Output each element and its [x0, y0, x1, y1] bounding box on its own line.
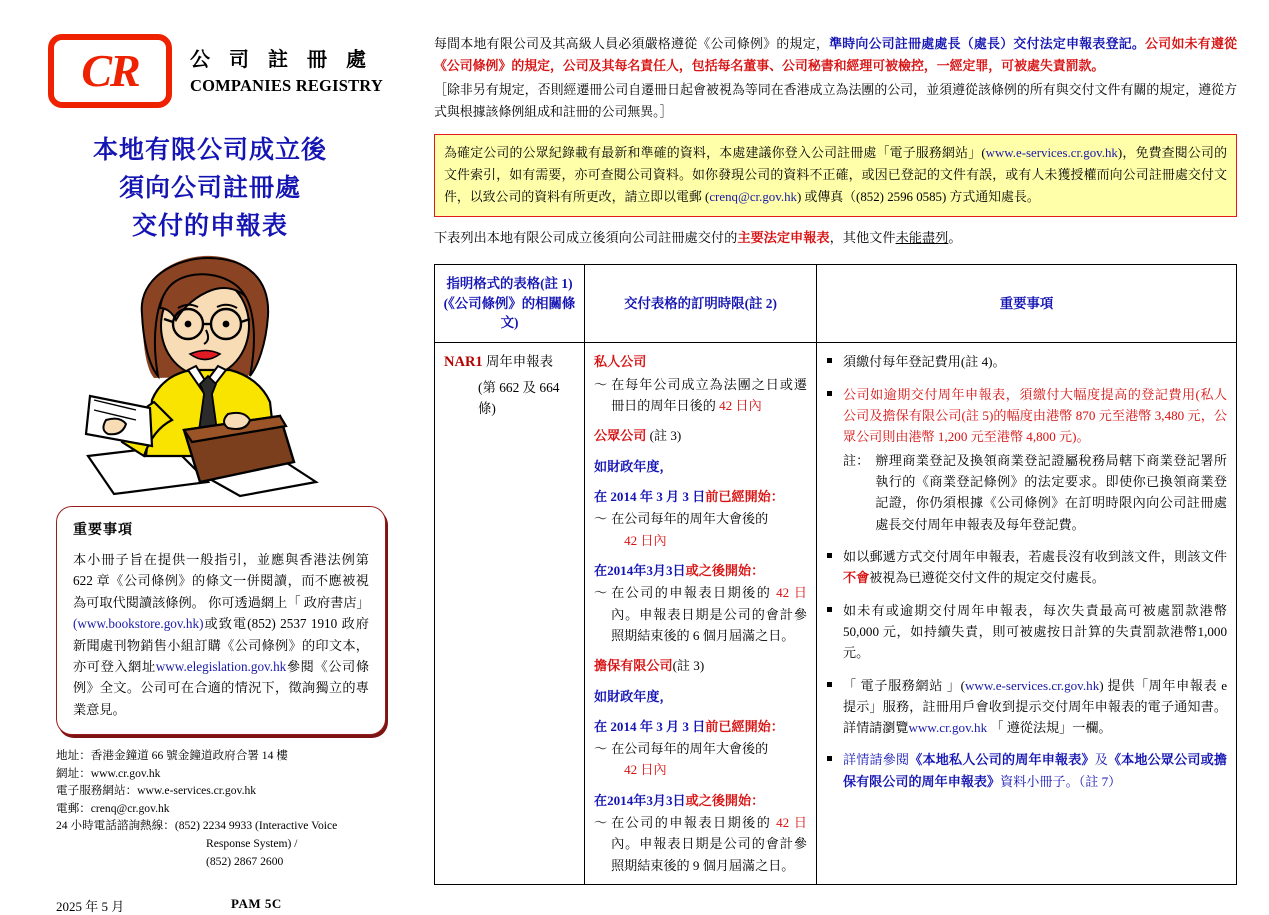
public-onafter-2014-item [594, 582, 807, 646]
guarantee-onafter-item-text [611, 812, 807, 876]
subnote-label: 註： [843, 452, 870, 468]
guarantee-before-item-text [611, 738, 807, 781]
left-column [0, 0, 420, 915]
important-note-body [73, 549, 369, 720]
guarantee-before-2014-item [594, 738, 807, 781]
public-onafter-2014-heading [594, 560, 807, 581]
guarantee-onafter-2014-item [594, 812, 807, 876]
note-late-fee-subnote [843, 450, 1227, 535]
lead-c: ，其他文件 [829, 230, 896, 246]
pamphlet-code: PAM 5C [231, 896, 282, 912]
cover-title [0, 132, 420, 246]
bookstore-link[interactable]: (www.bookstore.gov.hk) [73, 616, 204, 632]
form-name: 周年申報表 [486, 354, 553, 370]
heading-private-company: 私人公司 [594, 354, 647, 370]
eservices-link[interactable]: www.e-services.cr.gov.hk [985, 145, 1118, 160]
table-header-notes [817, 264, 1237, 342]
guarantee-onafter-b: 或之後開始： [685, 792, 765, 808]
cover-title-line-3: 交付的申報表 [131, 213, 288, 240]
cover-title-line-2: 須向公司註冊處 [118, 175, 301, 202]
guarantee-before-item-days: 42 日內 [624, 762, 667, 778]
note-ereminder-c: 「 遵從法規」一欄。 [987, 720, 1112, 736]
table-lead-in [434, 227, 1237, 249]
advisory-text [444, 142, 1227, 209]
elegislation-link[interactable]: www.elegislation.gov.hk [155, 658, 287, 674]
dash-marker: ～ [594, 585, 608, 601]
lead-a: 下表列出本地有限公司成立後須向公司註冊處交付的 [434, 230, 738, 246]
cr-gov-hk-link[interactable]: www.cr.gov.hk [908, 720, 988, 736]
intro-p1-c: 公司如未有遵從《公司條例》的規定，公司及其每名責任人，包括每名董事、公司秘書和經理可被檢控，一經定罪，可被處失責罰款。 [434, 37, 1238, 73]
important-note-text-1: 本小冊子旨在提供一般指引，並應與香港法例第 622 章《公司條例》的條文一併閱讀，而不應被視為可取代閱讀該條例。 你可透過網上「 政府書店」 [73, 552, 370, 610]
registry-masthead [48, 34, 420, 108]
note-post-delivery [826, 546, 1227, 589]
header-col2: 交付表格的訂明時限(註 2) [624, 295, 777, 311]
header-col1-line1: 指明格式的表格(註 1) [446, 275, 573, 291]
form-code: NAR1 [444, 354, 483, 371]
guarantee-onafter-a: 在2014年3月3日 [594, 792, 686, 808]
advisory-yellow-box [434, 134, 1237, 218]
public-company-note-ref: (註 3) [646, 428, 682, 444]
booklet-title-private: 《本地私人公司的周年申報表》 [909, 752, 1095, 768]
guarantee-fy-label: 如財政年度， [594, 688, 673, 704]
advisory-b: )，免費查閱公司的文件索引，如有需要，亦可查閱公司資料。如你發現公司的資料不正確，或因已登記的文件有誤，或有人未獲授權而向公司註冊處交付文件，以致公司的資料有所更改，請立即以電郵 ( [444, 145, 1228, 205]
guarantee-company-note-ref: (註 3) [672, 658, 705, 674]
lead-b: 主要法定申報表 [737, 230, 830, 246]
table-header-deadline [585, 264, 817, 342]
guarantee-before-item-text-a: 在公司每年的周年大會後的 [611, 741, 769, 757]
forms-table [434, 264, 1237, 885]
note-post-highlight: 不會 [843, 570, 870, 586]
heading-guarantee-company [594, 655, 807, 676]
eservices-link-note[interactable]: www.e-services.cr.gov.hk [964, 677, 1100, 693]
cell-form-identity [435, 343, 585, 885]
public-onafter-text-a: 在公司的申報表日期後的 [611, 585, 777, 601]
table-header-row [435, 264, 1237, 342]
registry-name-en: COMPANIES REGISTRY [190, 76, 383, 96]
important-note-text-3: 參閱《公司條例》全文。公司可在合適的情況下，徵詢獨立的專業意見。 [73, 658, 370, 717]
registry-names [190, 45, 383, 96]
guarantee-before-a: 在 2014 年 3 月 3 日 [594, 718, 706, 734]
important-note-box [56, 506, 386, 735]
form-section-reference: (第 662 及 664 條) [478, 379, 560, 417]
cover-title-line-1: 本地有限公司成立後 [92, 137, 327, 164]
crenq-email-link[interactable]: crenq@cr.gov.hk [709, 190, 797, 205]
publication-date: 2025 年 5 月 [56, 899, 125, 915]
dash-marker: ～ [594, 511, 608, 527]
note-annual-fee-text: 須繳付每年登記費用(註 4)。 [843, 354, 1006, 370]
note-late-fee [826, 384, 1227, 535]
intro-paragraph-2: ［除非另有規定，否則經遷冊公司自遷冊日起會被視為等同在香港成立為法團的公司，並須遵從該條例的所有與交付文件有關的規定，遵從方式與根據該條例組成和註冊的公司無異。］ [434, 82, 1237, 119]
cr-logo-text: CR [81, 45, 139, 96]
contact-block [56, 747, 420, 870]
public-fy-label: 如財政年度， [594, 458, 673, 474]
registry-name-zh: 公 司 註 冊 處 [190, 49, 373, 72]
private-deadline-text [611, 374, 807, 417]
note-ereminder-b: ) 提供「周年申報表 e 提示」服務，註冊用戶會收到提示交付周年申報表的電子通知書。詳情請瀏覽 [843, 677, 1227, 736]
guarantee-onafter-days: 42 日 [776, 815, 807, 831]
note-more-a: 詳情請參閱 [843, 752, 910, 768]
public-company-label: 公眾公司 [594, 428, 647, 444]
booklet-title-public: 《本地公眾公司或擔保有限公司的周年申報表》 [843, 752, 1228, 789]
public-onafter-a: 在2014年3月3日 [594, 562, 686, 578]
private-deadline-text-a: 在每年公司成立為法團之日或遷冊日的周年日後的 [611, 376, 807, 413]
advisory-c: ) 或傳真（(852) 2596 0585) 方式通知處長。 [796, 190, 1040, 205]
note-annual-fee [826, 351, 1227, 372]
contact-hotline-line2: Response System) / [206, 837, 298, 851]
note-more-b: 及 [1094, 752, 1108, 768]
intro-paragraph-1 [434, 34, 1237, 78]
heading-public-company [594, 425, 807, 446]
note-ereminder-a: 「 電子服務網站 」( [843, 677, 965, 693]
guarantee-company-label: 擔保有限公司 [594, 658, 673, 674]
page-footer [56, 896, 420, 915]
contact-eservices[interactable]: 電子服務網站：www.e-services.cr.gov.hk [56, 784, 257, 798]
contact-hotline-line3: (852) 2867 2600 [206, 854, 284, 868]
public-before-item-text [611, 508, 807, 551]
woman-reading-documents-illustration [0, 250, 420, 500]
contact-hotline: 24 小時電話諮詢熱線：(852) 2234 9933 (Interactive Voice [56, 819, 338, 833]
table-header-forms [435, 264, 585, 342]
public-onafter-text-b: 內。申報表日期是公司的會計參照期結束後的 6 個月屆滿之日。 [611, 606, 807, 643]
important-note-text-2: 或致電(852) 2537 1910 政府新聞處刊物銷售小組訂購《公司條例》的印文本，亦可登入網址 [73, 616, 369, 674]
header-col3: 重要事項 [999, 295, 1054, 311]
dash-marker: ～ [594, 741, 608, 757]
important-notes-list [826, 351, 1227, 792]
cell-delivery-deadline [585, 343, 817, 885]
note-ereminder [826, 675, 1227, 739]
note-post-b: 被視為已遵從交付文件的規定交付處長。 [869, 570, 1105, 586]
contact-address: 地址：香港金鐘道 66 號金鐘道政府合署 14 樓 [56, 749, 288, 762]
public-before-item-days: 42 日內 [624, 532, 667, 548]
dash-marker: ～ [594, 815, 608, 831]
private-deadline-days: 42 日內 [719, 397, 762, 413]
guarantee-before-b: 前已經開始： [705, 718, 784, 734]
note-penalty-text: 如未有或逾期交付周年申報表，每次失責最高可被處罰款港幣 50,000 元，如持續失責，則可被處按日計算的失責罰款港幣1,000 元。 [843, 602, 1227, 661]
intro-p1-b: 準時向公司註冊處處長（處長）交付法定申報表登記。 [829, 37, 1146, 51]
lead-e: 。 [948, 230, 962, 246]
note-late-fee-text: 公司如逾期交付周年申報表，須繳付大幅度提高的登記費用(私人公司及擔保有限公司(註 5)的幅度由港幣 870 元至港幣 3,480 元，公眾公司則由港幣 1,200 元至港幣 4,800 元)。 [843, 386, 1227, 445]
note-more-info [826, 749, 1227, 792]
guarantee-before-2014-heading [594, 716, 807, 737]
guarantee-onafter-2014-heading [594, 790, 807, 811]
public-onafter-days: 42 日 [776, 585, 807, 601]
important-note-heading: 重要事項 [73, 523, 133, 538]
cr-logo-icon [48, 34, 172, 108]
table-row [435, 343, 1237, 885]
public-before-2014-heading [594, 486, 807, 507]
subnote-text: 辦理商業登記及換領商業登記證屬稅務局轄下商業登記署所執行的《商業登記條例》的法定要求。即使你已換領商業登記證，你仍須根據《公司條例》在訂明時限內向公司註冊處處長交付周年申報表及每年登記費。 [875, 452, 1227, 532]
header-col1-line2: (《公司條例》的相關條文) [443, 295, 576, 331]
contact-website[interactable]: 網址：www.cr.gov.hk [56, 766, 161, 780]
intro-p1-a: 每間本地有限公司及其高級人員必須嚴格遵從《公司條例》的規定， [434, 37, 830, 51]
dash-marker: ～ [594, 376, 608, 392]
public-before-b: 前已經開始： [705, 488, 784, 504]
contact-email[interactable]: 電郵：crenq@cr.gov.hk [56, 801, 170, 815]
note-post-a: 如以郵遞方式交付周年申報表，若處長沒有收到該文件，則該文件 [843, 548, 1227, 564]
public-onafter-item-text [611, 582, 807, 646]
note-more-c: 資料小冊子。（註 7） [1000, 773, 1122, 789]
public-before-item-text-a: 在公司每年的周年大會後的 [611, 511, 769, 527]
private-deadline-item [594, 374, 807, 417]
public-before-2014-item [594, 508, 807, 551]
public-onafter-b: 或之後開始： [685, 562, 765, 578]
public-before-a: 在 2014 年 3 月 3 日 [594, 488, 706, 504]
note-penalty [826, 600, 1227, 664]
advisory-a: 為確定公司的公眾紀錄載有最新和準確的資料，本處建議你登入公司註冊處「電子服務網站」( [444, 145, 986, 160]
guarantee-onafter-text-b: 內。申報表日期是公司的會計參照期結束後的 9 個月屆滿之日。 [611, 836, 807, 873]
right-column [420, 0, 1269, 897]
lead-d: 未能盡列 [895, 230, 949, 246]
cell-important-notes [817, 343, 1237, 885]
guarantee-onafter-text-a: 在公司的申報表日期後的 [611, 815, 777, 831]
